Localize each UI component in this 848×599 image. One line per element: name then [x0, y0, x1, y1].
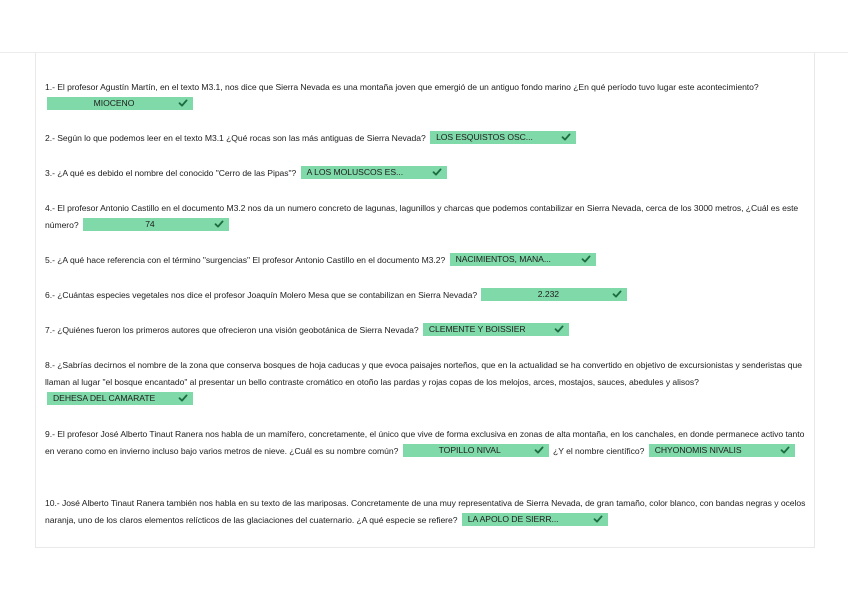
answer-1-select[interactable]: [47, 97, 193, 110]
answer-6-select[interactable]: [481, 288, 627, 301]
question-9-text-2: ¿Y el nombre científico?: [553, 446, 645, 456]
check-icon: [214, 219, 224, 229]
answer-2-value: LOS ESQUISTOS OSC...: [436, 132, 533, 143]
question-5: [45, 252, 810, 269]
check-icon: [561, 132, 571, 142]
question-1-text: 1.- El profesor Agustín Martín, en el texto M3.1, nos dice que Sierra Nevada es una montaña joven que emergió de un antiguo fondo marino ¿En qué período tuvo lugar este acontecimiento?: [45, 82, 759, 92]
question-5-text: 5.- ¿A qué hace referencia con el término "surgencias" El profesor Antonio Castillo en el documento M3.2?: [45, 255, 446, 265]
answer-7-select[interactable]: [423, 323, 569, 336]
answer-4-select[interactable]: [83, 218, 229, 231]
check-icon: [554, 324, 564, 334]
answer-3-value: A LOS MOLUSCOS ES...: [306, 167, 404, 178]
question-10: [45, 495, 810, 529]
answer-9a-value: TOPILLO NIVAL: [438, 445, 501, 456]
question-3: [45, 165, 810, 182]
check-icon: [581, 254, 591, 264]
answer-8-value: DEHESA DEL CAMARATE: [53, 393, 156, 404]
check-icon: [178, 98, 188, 108]
question-4: [45, 200, 810, 234]
answer-10-value: LA APOLO DE SIERR...: [467, 514, 559, 525]
question-9: [45, 426, 810, 460]
answer-7-value: CLEMENTE Y BOISSIER: [428, 324, 526, 335]
check-icon: [612, 289, 622, 299]
question-10-text: 10.- José Alberto Tinaut Ranera también nos habla en su texto de las mariposas. Concretamente de una muy representativa de Sierra Nevada, de gran tamaño, color blanco, con bandas negras y ocelos naranja, uno de los claros elementos relícticos de las glaciaciones del cuaternario. ¿A qué especie se refiere?: [45, 498, 806, 525]
answer-3-select[interactable]: [301, 166, 447, 179]
check-icon: [432, 167, 442, 177]
top-bar: [0, 0, 848, 53]
question-2: [45, 130, 810, 147]
answer-5-value: NACIMIENTOS, MANA...: [455, 254, 551, 265]
quiz-content: [35, 53, 815, 548]
answer-4-value: 74: [145, 219, 155, 230]
answer-2-select[interactable]: [430, 131, 576, 144]
answer-5-select[interactable]: [450, 253, 596, 266]
answer-10-select[interactable]: [462, 513, 608, 526]
answer-8-select[interactable]: [47, 392, 193, 405]
question-2-text: 2.- Según lo que podemos leer en el texto M3.1 ¿Qué rocas son las más antiguas de Sierra Nevada?: [45, 133, 426, 143]
check-icon: [178, 393, 188, 403]
answer-9a-select[interactable]: [403, 444, 549, 457]
question-7: [45, 322, 810, 339]
question-6-text: 6.- ¿Cuántas especies vegetales nos dice el profesor Joaquín Molero Mesa que se contabilizan en Sierra Nevada?: [45, 290, 478, 300]
question-9-text: 9.- El profesor José Alberto Tinaut Ranera nos habla de un mamífero, concretamente, el único que vive de forma exclusiva en zonas de alta montaña, en los canchales, en donde permanece activo tanto en verano como en invierno incluso bajo varios metros de nieve. ¿Cuál es su nombre común?: [45, 429, 805, 456]
check-icon: [593, 514, 603, 524]
question-1: [45, 79, 810, 113]
check-icon: [534, 445, 544, 455]
question-4-text: 4.- El profesor Antonio Castillo en el documento M3.2 nos da un numero concreto de lagunas, lagunillos y charcas que podemos contabilizar en Sierra Nevada, cerca de los 3000 metros, ¿Cuál es este número?: [45, 203, 799, 230]
answer-9b-select[interactable]: [649, 444, 795, 457]
question-8-text: 8.- ¿Sabrías decirnos el nombre de la zona que conserva bosques de hoja caducas y que evoca paisajes norteños, que en la actualidad se ha convertido en objetivo de excursionistas y senderistas que llaman al lugar "el bosque encantado" al presentar un bello contraste cromático en otoño las pardas y rojas copas de los melojos, arces, mostajos, sauces, abedules y alisos?: [45, 360, 802, 387]
answer-9b-value: CHYONOMIS NIVALIS: [654, 445, 742, 456]
question-6: [45, 287, 810, 304]
answer-1-value: MIOCENO: [93, 98, 135, 109]
question-8: [45, 357, 810, 408]
check-icon: [780, 445, 790, 455]
question-7-text: 7.- ¿Quiénes fueron los primeros autores que ofrecieron una visión geobotánica de Sierra Nevada?: [45, 325, 419, 335]
answer-6-value: 2.232: [537, 289, 560, 300]
question-3-text: 3.- ¿A qué es debido el nombre del conocido "Cerro de las Pipas"?: [45, 168, 297, 178]
